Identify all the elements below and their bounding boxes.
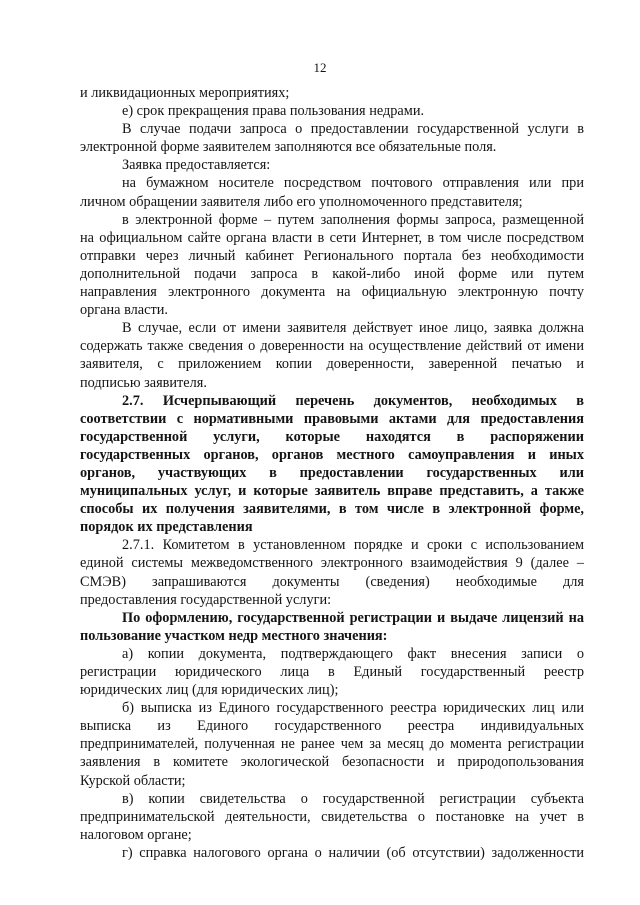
heading-line: органов, участвующих в предоставлении государственных или [80,464,584,481]
heading-line: По оформлению, государственной регистрации и выдаче лицензий на [122,609,584,626]
text-line: е) срок прекращения права пользования недрами. [122,103,425,120]
heading-line: способы их получения заявителями, в том числе в электронной форме, [80,501,584,518]
text-line: личном обращении заявителя либо его уполномоченного представителя; [80,193,523,210]
text-line: в электронной форме – путем заполнения формы запроса, размещенной [122,211,584,228]
text-line: электронной форме заявителем заполняются все обязательные поля. [80,139,497,156]
text-line: подписью заявителя. [80,374,207,391]
text-line: регистрации юридического лица в Единый государственный реестр [80,664,584,680]
heading-line: пользование участком недр местного значения: [80,627,388,644]
heading-line: соответствии с нормативными правовыми актами для предоставления [80,410,584,427]
text-line: Курской области; [80,772,186,789]
text-line: направления электронного документа на официальную электронную почту [80,284,584,301]
text-line: б) выписка из Единого государственного реестра юридических лиц или [122,700,584,717]
page-number: 12 [313,60,327,75]
heading-line: муниципальных услуг, и которые заявитель вправе представить, а также [80,483,584,500]
heading-line: государственных органов, органов местного самоуправления и иных [80,446,584,463]
text-line: в) копии свидетельства о государственной регистрации субъекта [122,790,584,807]
text-line: предпринимательской деятельности, свидетельства о постановке на учет в [80,808,584,825]
text-line: В случае подачи запроса о предоставлении государственной услуги в [122,121,584,138]
text-line: дополнительной подачи запроса в какой-либо иной форме или путем [80,265,584,282]
text-line: на бумажном носителе посредством почтового отправления или при [122,175,584,192]
text-line: 2.7.1. Комитетом в установленном порядке и сроки с использованием [122,537,584,554]
text-line: единой системы межведомственного электронного взаимодействия 9 (далее – [80,555,584,572]
text-line: СМЭВ) запрашиваются документы (сведения) необходимые для [80,573,584,590]
document-body [80,84,584,862]
text-line: налоговом органе; [80,826,192,843]
text-line: на официальном сайте органа власти в сети Интернет, в том числе посредством [80,229,584,246]
text-line: содержать также сведения о доверенности на осуществление действий от имени [80,338,584,355]
text-line: органа власти. [80,302,168,319]
heading-line: государственной услуги, которые находятся в распоряжении [80,428,584,445]
text-line: Заявка предоставляется: [122,157,271,174]
heading-line: порядок их представления [80,519,253,536]
text-line: заявителя, с приложением копии доверенности, заверенной печатью и [80,356,584,373]
heading-line: 2.7. Исчерпывающий перечень документов, необходимых в [122,392,584,409]
text-line: юридических лиц (для юридических лиц); [80,682,339,699]
text-line: В случае, если от имени заявителя действует иное лицо, заявка должна [122,320,584,337]
text-line: заявления в комитете экологической безопасности и природопользования [80,754,584,771]
text-line: предпринимателей, полученная не ранее чем за месяц до момента регистрации [80,736,584,753]
text-line: выписка из Единого государственного реестра индивидуальных [80,718,584,735]
text-line: предоставления государственной услуги: [80,591,332,608]
text-line: а) копии документа, подтверждающего факт внесения записи о [122,645,584,662]
text-line: отправки через личный кабинет Регионального портала без необходимости [80,247,584,264]
text-line: г) справка налогового органа о наличии (об отсутствии) задолженности [122,844,584,861]
text-line: и ликвидационных мероприятиях; [80,85,290,101]
